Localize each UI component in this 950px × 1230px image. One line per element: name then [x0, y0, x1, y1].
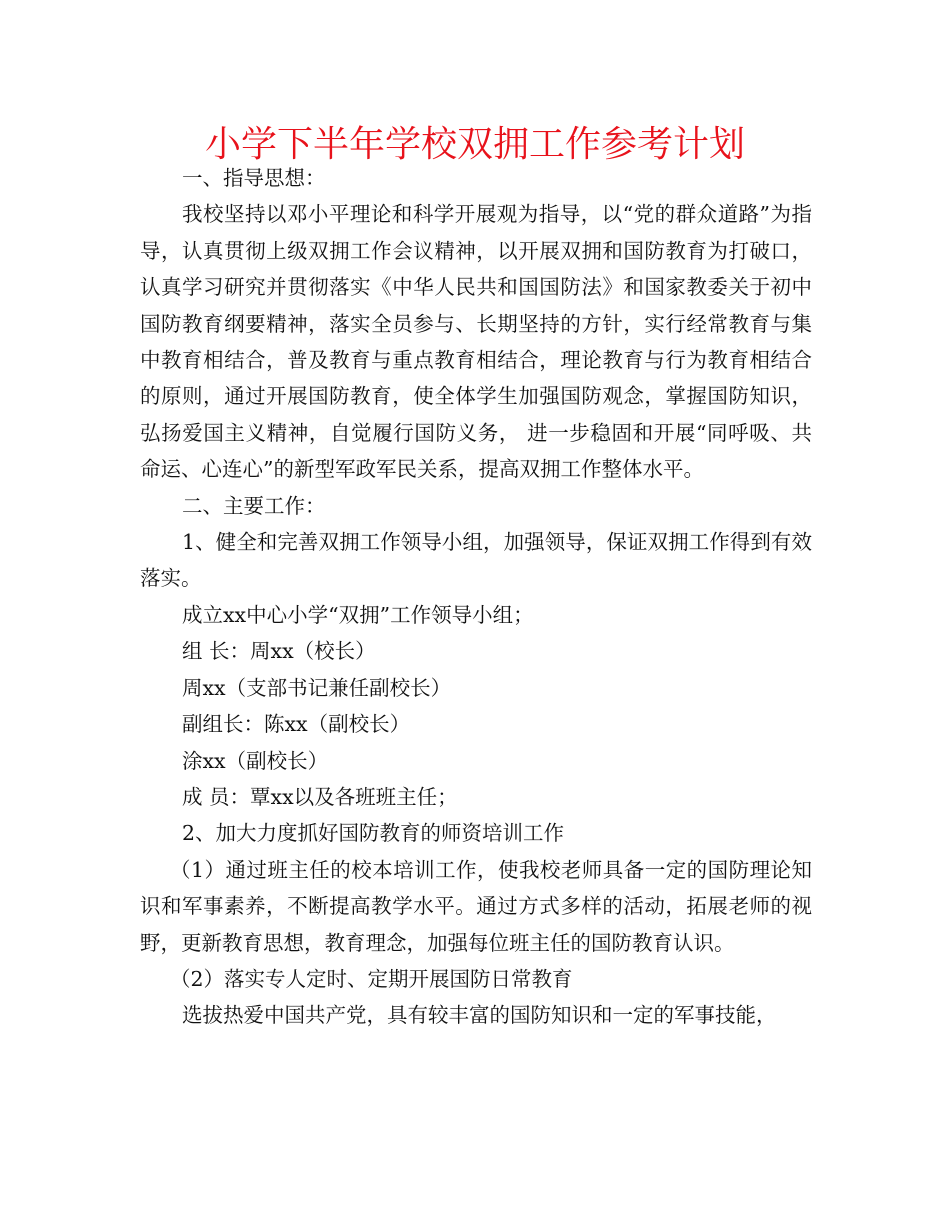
paragraph-sub-item-2: （2）落实专人定时、定期开展国防日常教育	[170, 966, 573, 991]
section-heading-main-work: 二、主要工作：	[182, 493, 326, 518]
document-body	[140, 160, 812, 1034]
paragraph-group-founding: 成立xx中心小学“双拥”工作领导小组；	[182, 602, 534, 627]
paragraph-item-1: 1、健全和完善双拥工作领导小组，加强领导，保证双拥工作得到有效落实。	[140, 530, 812, 591]
paragraph-item-2: 2、加大力度抓好国防教育的师资培训工作	[182, 821, 565, 846]
paragraph-sub-item-1: （1）通过班主任的校本培训工作，使我校老师具备一定的国防理论知识和军事素养，不断提高教学水平。通过方式多样的活动，拓展老师的视野，更新教育思想，教育理念，加强每位班主任的国防教育认识。	[140, 857, 812, 955]
paragraph-deputy-leader: 副组长：陈xx（副校长）	[182, 712, 411, 737]
paragraph-deputy-leader-2: 涂xx（副校长）	[182, 748, 329, 773]
paragraph-group-leader-2: 周xx（支部书记兼任副校长）	[182, 675, 452, 700]
paragraph-members: 成 员：覃xx以及各班班主任；	[182, 784, 458, 809]
paragraph-selection: 选拔热爱中国共产党，具有较丰富的国防知识和一定的军事技能，	[182, 1003, 777, 1028]
section-heading-guiding-thought: 一、指导思想：	[182, 166, 326, 190]
document-title: 小学下半年学校双拥工作参考计划	[204, 124, 745, 165]
paragraph-guiding-thought: 我校坚持以邓小平理论和科学开展观为指导，以“党的群众道路”为指导，认真贯彻上级双拥工作会议精神，以开展双拥和国防教育为打破口，认真学习研究并贯彻落实《中华人民共和国国防法》和国家教委关于初中国防教育纲要精神，落实全员参与、长期坚持的方针，实行经常教育与集中教育相结合，普及教育与重点教育相结合，理论教育与行为教育相结合的原则，通过开展国防教育，使全体学生加强国防观念，掌握国防知识，弘扬爱国主义精神，自觉履行国防义务， 进一步稳固和开展“同呼吸、共命运、心连心”的新型军政军民关系，提高双拥工作整体水平。	[140, 202, 812, 482]
paragraph-group-leader: 组 长：周xx（校长）	[182, 639, 376, 664]
